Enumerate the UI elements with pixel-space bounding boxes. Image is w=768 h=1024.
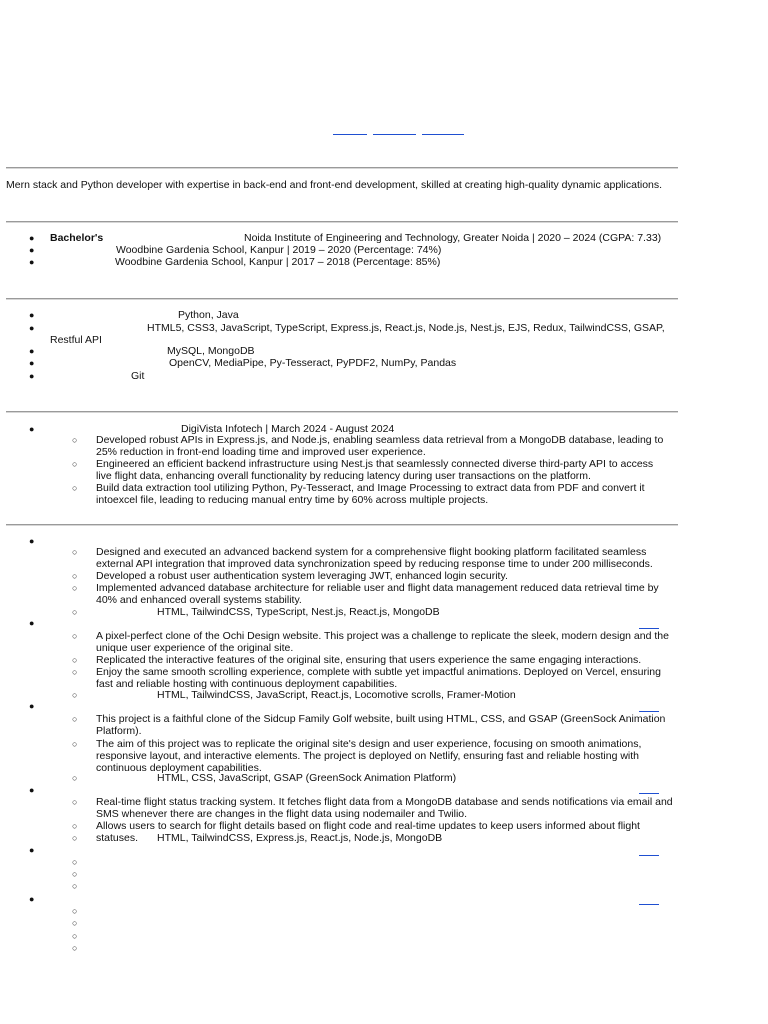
- project-link[interactable]: [639, 711, 659, 712]
- bullet-icon: ●: [29, 845, 35, 855]
- project-point: This project is a faithful clone of the Sidcup Family Golf website, built using HTML, CSS, and GSAP (GreenSock Animation Platform).: [96, 713, 666, 737]
- project-link[interactable]: [639, 904, 659, 905]
- section-divider: [6, 524, 678, 526]
- sub-bullet-icon: ○: [72, 773, 78, 783]
- sub-bullet-icon: ○: [72, 435, 78, 445]
- sub-bullet-icon: ○: [72, 607, 78, 617]
- project-link[interactable]: [639, 793, 659, 794]
- project-point: The aim of this project was to replicate the original site's design and user experience, focusing on smooth animations, responsive layout, and interactive elements. The project is deployed on Netlify, ensuring fast and reliable hosting with continuous deployment capabilities.: [96, 738, 642, 774]
- sub-bullet-icon: ○: [72, 869, 78, 879]
- project-point: Replicated the interactive features of the original site, ensuring that users experience the same engaging interactions.: [96, 654, 642, 666]
- bullet-icon: ●: [29, 245, 35, 255]
- skill-item: Git: [131, 370, 145, 382]
- skill-item-continued: Restful API: [50, 334, 102, 346]
- bullet-icon: ●: [29, 536, 35, 546]
- bullet-icon: ●: [29, 233, 35, 243]
- project-point: A pixel-perfect clone of the Ochi Design website. This project was a challenge to replicate the sleek, modern design and the unique user experience of the original site.: [96, 630, 669, 654]
- project-tech: HTML, TailwindCSS, TypeScript, Nest.js, React.js, MongoDB: [157, 606, 440, 618]
- skill-item: OpenCV, MediaPipe, Py-Tesseract, PyPDF2, NumPy, Pandas: [169, 357, 457, 369]
- section-divider: [6, 221, 678, 223]
- section-divider: [6, 167, 678, 169]
- project-tech: HTML, TailwindCSS, Express.js, React.js, Node.js, MongoDB: [157, 832, 443, 844]
- sub-bullet-icon: ○: [72, 906, 78, 916]
- sub-bullet-icon: ○: [72, 857, 78, 867]
- project-link[interactable]: [639, 628, 659, 629]
- bullet-icon: ●: [29, 310, 35, 320]
- education-item: Woodbine Gardenia School, Kanpur | 2019 – 2020 (Percentage: 74%): [116, 244, 442, 256]
- sub-bullet-icon: ○: [72, 690, 78, 700]
- bullet-icon: ●: [29, 358, 35, 368]
- sub-bullet-icon: ○: [72, 459, 78, 469]
- project-point: Implemented advanced database architecture for reliable user and flight data management reduced data retrieval time by 40% and enhanced overall systems stability.: [96, 582, 659, 606]
- project-point: Allows users to search for flight details based on flight code and real-time updates to keep users informed about flight statuses.: [96, 820, 640, 844]
- experience-point: Build data extraction tool utilizing Python, Py-Tesseract, and Image Processing to extract data from PDF and convert it intoexcel file, leading to reducing manual entry time by 60% across multiple projects.: [96, 482, 645, 506]
- sub-bullet-icon: ○: [72, 583, 78, 593]
- summary-text: Mern stack and Python developer with expertise in back-end and front-end development, skilled at creating high-quality dynamic applications.: [6, 179, 663, 191]
- bullet-icon: ●: [29, 701, 35, 711]
- experience-point: Developed robust APIs in Express.js, and Node.js, enabling seamless data retrieval from a MongoDB database, leading to 25% reduction in front-end loading time and improved user experience.: [96, 434, 664, 458]
- sub-bullet-icon: ○: [72, 571, 78, 581]
- contact-link-1[interactable]: [333, 134, 367, 135]
- bullet-icon: ●: [29, 618, 35, 628]
- project-point: Developed a robust user authentication system leveraging JWT, enhanced login security.: [96, 570, 508, 582]
- bullet-icon: ●: [29, 785, 35, 795]
- project-tech: HTML, TailwindCSS, JavaScript, React.js, Locomotive scrolls, Framer-Motion: [157, 689, 516, 701]
- skill-item: MySQL, MongoDB: [167, 345, 255, 357]
- project-point: Enjoy the same smooth scrolling experience, complete with subtle yet impactful animations. Deployed on Vercel, ensuring fast and reliable hosting with continuous deployment capabilities.: [96, 666, 661, 690]
- contact-link-2[interactable]: [373, 134, 416, 135]
- bullet-icon: ●: [29, 371, 35, 381]
- sub-bullet-icon: ○: [72, 631, 78, 641]
- sub-bullet-icon: ○: [72, 667, 78, 677]
- sub-bullet-icon: ○: [72, 918, 78, 928]
- sub-bullet-icon: ○: [72, 931, 78, 941]
- bullet-icon: ●: [29, 424, 35, 434]
- education-item: Woodbine Gardenia School, Kanpur | 2017 – 2018 (Percentage: 85%): [115, 256, 441, 268]
- sub-bullet-icon: ○: [72, 797, 78, 807]
- bullet-icon: ●: [29, 894, 35, 904]
- sub-bullet-icon: ○: [72, 833, 78, 843]
- project-link[interactable]: [639, 855, 659, 856]
- bullet-icon: ●: [29, 257, 35, 267]
- education-item: Noida Institute of Engineering and Technology, Greater Noida | 2020 – 2024 (CGPA: 7.33): [244, 232, 662, 244]
- section-divider: [6, 411, 678, 413]
- education-degree: Bachelor's: [50, 232, 104, 244]
- bullet-icon: ●: [29, 346, 35, 356]
- sub-bullet-icon: ○: [72, 881, 78, 891]
- experience-point: Engineered an efficient backend infrastructure using Nest.js that seamlessly connected diverse third-party API to access live flight data, enhancing overall functionality by reducing latency during user transactions on the platform.: [96, 458, 654, 482]
- bullet-icon: ●: [29, 323, 35, 333]
- section-divider: [6, 298, 678, 300]
- experience-company: DigiVista Infotech | March 2024 - August 2024: [181, 423, 395, 435]
- sub-bullet-icon: ○: [72, 655, 78, 665]
- skill-item: HTML5, CSS3, JavaScript, TypeScript, Express.js, React.js, Node.js, Nest.js, EJS, Redux, TailwindCSS, GSAP,: [147, 322, 665, 334]
- sub-bullet-icon: ○: [72, 821, 78, 831]
- sub-bullet-icon: ○: [72, 714, 78, 724]
- sub-bullet-icon: ○: [72, 943, 78, 953]
- sub-bullet-icon: ○: [72, 739, 78, 749]
- project-point: Real-time flight status tracking system. It fetches flight data from a MongoDB database and sends notifications via email and SMS whenever there are changes in the flight data using nodemailer and Twilio.: [96, 796, 673, 820]
- project-point: Designed and executed an advanced backend system for a comprehensive flight booking platform facilitated seamless external API integration that improved data synchronization speed by reducing response time to under 200 milliseconds.: [96, 546, 653, 570]
- project-tech: HTML, CSS, JavaScript, GSAP (GreenSock Animation Platform): [157, 772, 457, 784]
- contact-link-3[interactable]: [422, 134, 464, 135]
- sub-bullet-icon: ○: [72, 483, 78, 493]
- sub-bullet-icon: ○: [72, 547, 78, 557]
- skill-item: Python, Java: [178, 309, 239, 321]
